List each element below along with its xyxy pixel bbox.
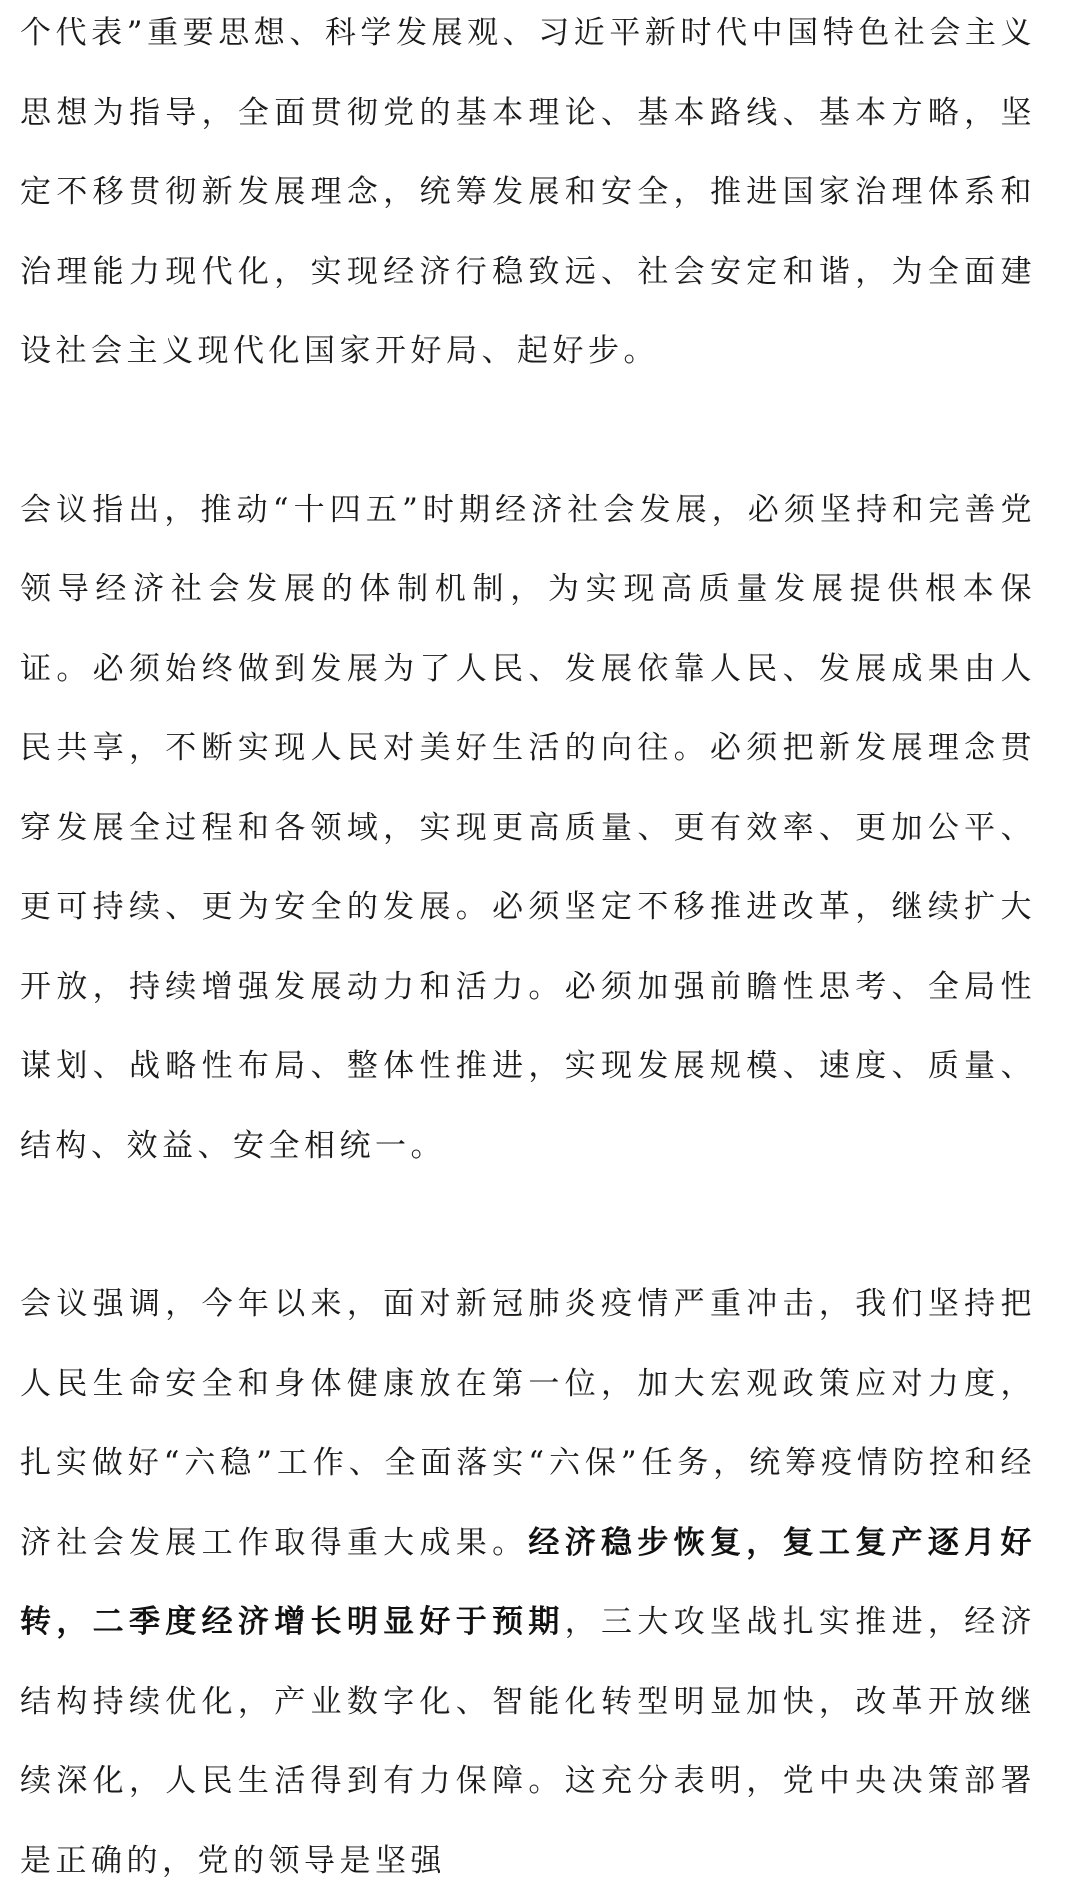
paragraph-gap (20, 392, 1036, 471)
paragraph-2: 会议指出，推动“十四五”时期经济社会发展，必须坚持和完善党领导经济社会发展的体制机制，为实现高质量发展提供根本保证。必须始终做到发展为了人民、发展依靠人民、发展成果由人民共享，不断实现人民对美好生活的向往。必须把新发展理念贯穿发展全过程和各领域，实现更高质量、更有效率、更加公平、更可持续、更为安全的发展。必须坚定不移推进改革，继续扩大开放，持续增强发展动力和活力。必须加强前瞻性思考、全局性谋划、战略性布局、整体性推进，实现发展规模、速度、质量、结构、效益、安全相统一。 (20, 491, 1036, 1164)
paragraph-3 (20, 1265, 1036, 1901)
paragraph-3-bold-text: 经济稳步恢复，复工复产逐月好转，二季度经济增长明显好于预期 (20, 1524, 1036, 1640)
paragraph-gap (20, 1186, 1036, 1265)
paragraph-3-text-after: ，三大攻坚战扎实推进，经济结构持续优化，产业数字化、智能化转型明显加快，改革开放继续深化，人民生活得到有力保障。这充分表明，党中央决策部署是正确的，党的领导是坚强 (20, 1604, 1037, 1879)
paragraph-3-text-before: 会议强调，今年以来，面对新冠肺炎疫情严重冲击，我们坚持把人民生命安全和身体健康放在第一位，加大宏观政策应对力度，扎实做好“六稳”工作、全面落实“六保”任务，统筹疫情防控和经济社会发展工作取得重大成果。 (20, 1286, 1036, 1561)
paragraph-1: 个代表”重要思想、科学发展观、习近平新时代中国特色社会主义思想为指导，全面贯彻党的基本理论、基本路线、基本方略，坚定不移贯彻新发展理念，统筹发展和安全，推进国家治理体系和治理能力现代化，实现经济行稳致远、社会安定和谐，为全面建设社会主义现代化国家开好局、起好步。 (20, 15, 1036, 369)
